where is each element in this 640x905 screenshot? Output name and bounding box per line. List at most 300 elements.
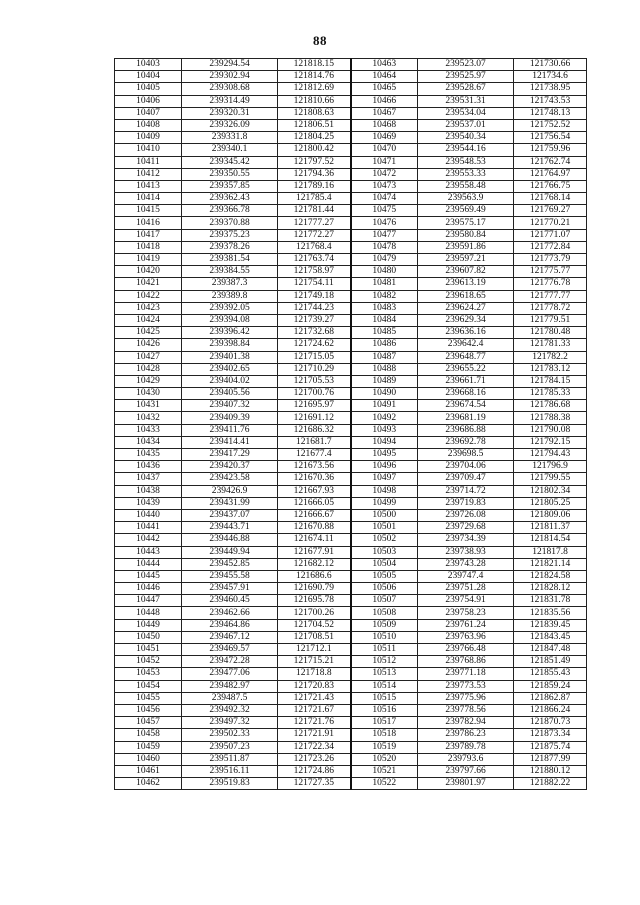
left-point-id-cell: 10436	[115, 461, 182, 473]
right-x-coordinate-cell: 239681.19	[418, 412, 514, 424]
right-x-coordinate-cell: 239761.24	[418, 619, 514, 631]
right-x-coordinate-cell: 239768.86	[418, 656, 514, 668]
table-row	[115, 144, 587, 156]
left-x-coordinate-cell: 239401.38	[182, 351, 278, 363]
left-point-id-cell: 10456	[115, 704, 182, 716]
right-y-coordinate-cell: 121805.25	[514, 497, 587, 509]
right-point-id-cell: 10468	[351, 119, 418, 131]
left-x-coordinate-cell: 239381.54	[182, 254, 278, 266]
table-row	[115, 180, 587, 192]
left-x-coordinate-cell: 239387.3	[182, 278, 278, 290]
right-point-id-cell: 10484	[351, 314, 418, 326]
left-x-coordinate-cell: 239320.31	[182, 107, 278, 119]
table-row	[115, 595, 587, 607]
table-row	[115, 302, 587, 314]
right-x-coordinate-cell: 239801.97	[418, 778, 514, 790]
right-x-coordinate-cell: 239754.91	[418, 595, 514, 607]
left-x-coordinate-cell: 239420.37	[182, 461, 278, 473]
right-point-id-cell: 10483	[351, 302, 418, 314]
right-point-id-cell: 10520	[351, 753, 418, 765]
right-x-coordinate-cell: 239537.01	[418, 119, 514, 131]
left-point-id-cell: 10408	[115, 119, 182, 131]
left-x-coordinate-cell: 239404.02	[182, 375, 278, 387]
left-y-coordinate-cell: 121724.86	[278, 765, 351, 777]
left-y-coordinate-cell: 121744.23	[278, 302, 351, 314]
left-x-coordinate-cell: 239417.29	[182, 449, 278, 461]
left-point-id-cell: 10415	[115, 205, 182, 217]
left-x-coordinate-cell: 239457.91	[182, 583, 278, 595]
left-x-coordinate-cell: 239455.58	[182, 570, 278, 582]
table-row	[115, 461, 587, 473]
right-x-coordinate-cell: 239726.08	[418, 509, 514, 521]
left-x-coordinate-cell: 239411.76	[182, 424, 278, 436]
right-x-coordinate-cell: 239709.47	[418, 473, 514, 485]
table-row	[115, 71, 587, 83]
left-point-id-cell: 10448	[115, 607, 182, 619]
left-x-coordinate-cell: 239370.88	[182, 217, 278, 229]
right-point-id-cell: 10480	[351, 266, 418, 278]
table-row	[115, 570, 587, 582]
table-row	[115, 729, 587, 741]
table-row	[115, 619, 587, 631]
page-number: 88	[313, 33, 327, 48]
left-x-coordinate-cell: 239469.57	[182, 644, 278, 656]
table-row	[115, 534, 587, 546]
left-x-coordinate-cell: 239449.94	[182, 546, 278, 558]
right-x-coordinate-cell: 239648.77	[418, 351, 514, 363]
left-point-id-cell: 10433	[115, 424, 182, 436]
left-y-coordinate-cell: 121739.27	[278, 314, 351, 326]
right-x-coordinate-cell: 239613.19	[418, 278, 514, 290]
right-y-coordinate-cell: 121778.72	[514, 302, 587, 314]
left-x-coordinate-cell: 239497.32	[182, 717, 278, 729]
right-point-id-cell: 10489	[351, 375, 418, 387]
right-point-id-cell: 10481	[351, 278, 418, 290]
right-y-coordinate-cell: 121859.24	[514, 680, 587, 692]
right-point-id-cell: 10499	[351, 497, 418, 509]
left-point-id-cell: 10444	[115, 558, 182, 570]
right-x-coordinate-cell: 239563.9	[418, 193, 514, 205]
right-y-coordinate-cell: 121875.74	[514, 741, 587, 753]
left-x-coordinate-cell: 239409.39	[182, 412, 278, 424]
right-y-coordinate-cell: 121817.8	[514, 546, 587, 558]
left-y-coordinate-cell: 121674.11	[278, 534, 351, 546]
left-y-coordinate-cell: 121723.26	[278, 753, 351, 765]
left-x-coordinate-cell: 239414.41	[182, 436, 278, 448]
right-x-coordinate-cell: 239636.16	[418, 327, 514, 339]
left-point-id-cell: 10431	[115, 400, 182, 412]
right-y-coordinate-cell: 121851.49	[514, 656, 587, 668]
table-row	[115, 59, 587, 71]
right-x-coordinate-cell: 239569.49	[418, 205, 514, 217]
left-point-id-cell: 10410	[115, 144, 182, 156]
left-y-coordinate-cell: 121690.79	[278, 583, 351, 595]
table-row	[115, 668, 587, 680]
right-x-coordinate-cell: 239668.16	[418, 388, 514, 400]
right-y-coordinate-cell: 121768.14	[514, 193, 587, 205]
right-x-coordinate-cell: 239597.21	[418, 254, 514, 266]
left-x-coordinate-cell: 239431.99	[182, 497, 278, 509]
left-y-coordinate-cell: 121715.05	[278, 351, 351, 363]
right-y-coordinate-cell: 121780.48	[514, 327, 587, 339]
right-x-coordinate-cell: 239525.97	[418, 71, 514, 83]
right-y-coordinate-cell: 121748.13	[514, 107, 587, 119]
left-y-coordinate-cell: 121754.11	[278, 278, 351, 290]
left-point-id-cell: 10420	[115, 266, 182, 278]
table-row	[115, 692, 587, 704]
right-point-id-cell: 10504	[351, 558, 418, 570]
table-row	[115, 193, 587, 205]
left-y-coordinate-cell: 121686.32	[278, 424, 351, 436]
left-y-coordinate-cell: 121727.35	[278, 778, 351, 790]
left-x-coordinate-cell: 239472.28	[182, 656, 278, 668]
left-point-id-cell: 10405	[115, 83, 182, 95]
right-y-coordinate-cell: 121873.34	[514, 729, 587, 741]
left-point-id-cell: 10440	[115, 509, 182, 521]
right-y-coordinate-cell: 121770.21	[514, 217, 587, 229]
left-point-id-cell: 10418	[115, 241, 182, 253]
left-point-id-cell: 10438	[115, 485, 182, 497]
right-x-coordinate-cell: 239655.22	[418, 363, 514, 375]
right-x-coordinate-cell: 239793.6	[418, 753, 514, 765]
left-y-coordinate-cell: 121686.6	[278, 570, 351, 582]
right-point-id-cell: 10498	[351, 485, 418, 497]
table-row	[115, 351, 587, 363]
right-y-coordinate-cell: 121783.12	[514, 363, 587, 375]
right-x-coordinate-cell: 239591.86	[418, 241, 514, 253]
right-point-id-cell: 10473	[351, 180, 418, 192]
left-x-coordinate-cell: 239345.42	[182, 156, 278, 168]
left-point-id-cell: 10452	[115, 656, 182, 668]
left-x-coordinate-cell: 239294.54	[182, 59, 278, 71]
left-point-id-cell: 10450	[115, 631, 182, 643]
left-x-coordinate-cell: 239507.23	[182, 741, 278, 753]
right-x-coordinate-cell: 239528.67	[418, 83, 514, 95]
left-point-id-cell: 10424	[115, 314, 182, 326]
left-x-coordinate-cell: 239443.71	[182, 522, 278, 534]
right-point-id-cell: 10477	[351, 229, 418, 241]
right-point-id-cell: 10492	[351, 412, 418, 424]
left-x-coordinate-cell: 239460.45	[182, 595, 278, 607]
right-y-coordinate-cell: 121734.6	[514, 71, 587, 83]
right-y-coordinate-cell: 121786.68	[514, 400, 587, 412]
right-y-coordinate-cell: 121785.33	[514, 388, 587, 400]
left-y-coordinate-cell: 121814.76	[278, 71, 351, 83]
left-x-coordinate-cell: 239389.8	[182, 290, 278, 302]
left-y-coordinate-cell: 121772.27	[278, 229, 351, 241]
right-point-id-cell: 10511	[351, 644, 418, 656]
right-point-id-cell: 10470	[351, 144, 418, 156]
table-row	[115, 205, 587, 217]
coordinates-table	[114, 58, 587, 790]
left-y-coordinate-cell: 121794.36	[278, 168, 351, 180]
left-x-coordinate-cell: 239378.26	[182, 241, 278, 253]
right-y-coordinate-cell: 121855.43	[514, 668, 587, 680]
left-point-id-cell: 10411	[115, 156, 182, 168]
table-row	[115, 436, 587, 448]
right-x-coordinate-cell: 239743.28	[418, 558, 514, 570]
left-y-coordinate-cell: 121670.88	[278, 522, 351, 534]
right-x-coordinate-cell: 239544.16	[418, 144, 514, 156]
right-x-coordinate-cell: 239789.78	[418, 741, 514, 753]
left-y-coordinate-cell: 121797.52	[278, 156, 351, 168]
left-y-coordinate-cell: 121700.76	[278, 388, 351, 400]
right-x-coordinate-cell: 239771.18	[418, 668, 514, 680]
right-y-coordinate-cell: 121794.43	[514, 449, 587, 461]
right-y-coordinate-cell: 121877.99	[514, 753, 587, 765]
right-x-coordinate-cell: 239766.48	[418, 644, 514, 656]
right-point-id-cell: 10495	[351, 449, 418, 461]
left-point-id-cell: 10412	[115, 168, 182, 180]
table-row	[115, 400, 587, 412]
left-x-coordinate-cell: 239394.08	[182, 314, 278, 326]
right-x-coordinate-cell: 239548.53	[418, 156, 514, 168]
left-point-id-cell: 10422	[115, 290, 182, 302]
right-point-id-cell: 10476	[351, 217, 418, 229]
right-x-coordinate-cell: 239580.84	[418, 229, 514, 241]
right-point-id-cell: 10471	[351, 156, 418, 168]
right-point-id-cell: 10514	[351, 680, 418, 692]
left-point-id-cell: 10462	[115, 778, 182, 790]
left-point-id-cell: 10417	[115, 229, 182, 241]
left-x-coordinate-cell: 239502.33	[182, 729, 278, 741]
right-y-coordinate-cell: 121762.74	[514, 156, 587, 168]
left-point-id-cell: 10425	[115, 327, 182, 339]
left-x-coordinate-cell: 239326.09	[182, 119, 278, 131]
table-row	[115, 132, 587, 144]
left-point-id-cell: 10443	[115, 546, 182, 558]
left-point-id-cell: 10461	[115, 765, 182, 777]
table-row	[115, 558, 587, 570]
right-point-id-cell: 10510	[351, 631, 418, 643]
left-x-coordinate-cell: 239392.05	[182, 302, 278, 314]
left-y-coordinate-cell: 121666.05	[278, 497, 351, 509]
right-y-coordinate-cell: 121784.15	[514, 375, 587, 387]
right-y-coordinate-cell: 121788.38	[514, 412, 587, 424]
left-point-id-cell: 10428	[115, 363, 182, 375]
right-y-coordinate-cell: 121843.45	[514, 631, 587, 643]
table-row	[115, 607, 587, 619]
right-x-coordinate-cell: 239629.34	[418, 314, 514, 326]
right-point-id-cell: 10474	[351, 193, 418, 205]
table-row	[115, 717, 587, 729]
right-y-coordinate-cell: 121772.84	[514, 241, 587, 253]
table-row	[115, 278, 587, 290]
right-y-coordinate-cell: 121821.14	[514, 558, 587, 570]
right-y-coordinate-cell: 121775.77	[514, 266, 587, 278]
right-point-id-cell: 10491	[351, 400, 418, 412]
left-y-coordinate-cell: 121691.12	[278, 412, 351, 424]
left-x-coordinate-cell: 239402.65	[182, 363, 278, 375]
left-y-coordinate-cell: 121768.4	[278, 241, 351, 253]
left-point-id-cell: 10454	[115, 680, 182, 692]
left-point-id-cell: 10421	[115, 278, 182, 290]
left-point-id-cell: 10409	[115, 132, 182, 144]
right-x-coordinate-cell: 239624.27	[418, 302, 514, 314]
left-point-id-cell: 10429	[115, 375, 182, 387]
left-point-id-cell: 10430	[115, 388, 182, 400]
table-row	[115, 509, 587, 521]
right-x-coordinate-cell: 239698.5	[418, 449, 514, 461]
left-y-coordinate-cell: 121781.44	[278, 205, 351, 217]
right-y-coordinate-cell: 121809.06	[514, 509, 587, 521]
left-y-coordinate-cell: 121705.53	[278, 375, 351, 387]
right-x-coordinate-cell: 239607.82	[418, 266, 514, 278]
left-x-coordinate-cell: 239437.07	[182, 509, 278, 521]
right-point-id-cell: 10522	[351, 778, 418, 790]
right-x-coordinate-cell: 239686.88	[418, 424, 514, 436]
table-row	[115, 753, 587, 765]
left-point-id-cell: 10449	[115, 619, 182, 631]
right-y-coordinate-cell: 121773.79	[514, 254, 587, 266]
table-row	[115, 449, 587, 461]
table-row	[115, 327, 587, 339]
left-y-coordinate-cell: 121712.1	[278, 644, 351, 656]
left-x-coordinate-cell: 239384.55	[182, 266, 278, 278]
left-point-id-cell: 10407	[115, 107, 182, 119]
left-x-coordinate-cell: 239426.9	[182, 485, 278, 497]
right-y-coordinate-cell: 121743.53	[514, 95, 587, 107]
left-x-coordinate-cell: 239375.23	[182, 229, 278, 241]
table-row	[115, 107, 587, 119]
left-y-coordinate-cell: 121722.34	[278, 741, 351, 753]
right-y-coordinate-cell: 121752.52	[514, 119, 587, 131]
right-point-id-cell: 10500	[351, 509, 418, 521]
right-x-coordinate-cell: 239738.93	[418, 546, 514, 558]
right-x-coordinate-cell: 239797.66	[418, 765, 514, 777]
right-point-id-cell: 10472	[351, 168, 418, 180]
right-x-coordinate-cell: 239661.71	[418, 375, 514, 387]
right-point-id-cell: 10506	[351, 583, 418, 595]
left-y-coordinate-cell: 121777.27	[278, 217, 351, 229]
right-y-coordinate-cell: 121781.33	[514, 339, 587, 351]
right-point-id-cell: 10502	[351, 534, 418, 546]
right-point-id-cell: 10487	[351, 351, 418, 363]
right-point-id-cell: 10496	[351, 461, 418, 473]
right-y-coordinate-cell: 121790.08	[514, 424, 587, 436]
right-y-coordinate-cell: 121847.48	[514, 644, 587, 656]
right-x-coordinate-cell: 239778.56	[418, 704, 514, 716]
right-y-coordinate-cell: 121776.78	[514, 278, 587, 290]
right-point-id-cell: 10475	[351, 205, 418, 217]
table-row	[115, 83, 587, 95]
left-point-id-cell: 10455	[115, 692, 182, 704]
right-y-coordinate-cell: 121769.27	[514, 205, 587, 217]
left-point-id-cell: 10434	[115, 436, 182, 448]
right-point-id-cell: 10507	[351, 595, 418, 607]
left-x-coordinate-cell: 239482.97	[182, 680, 278, 692]
left-x-coordinate-cell: 239487.5	[182, 692, 278, 704]
right-y-coordinate-cell: 121811.37	[514, 522, 587, 534]
left-y-coordinate-cell: 121804.25	[278, 132, 351, 144]
right-x-coordinate-cell: 239729.68	[418, 522, 514, 534]
left-x-coordinate-cell: 239467.12	[182, 631, 278, 643]
left-point-id-cell: 10458	[115, 729, 182, 741]
left-y-coordinate-cell: 121666.67	[278, 509, 351, 521]
left-x-coordinate-cell: 239357.85	[182, 180, 278, 192]
left-x-coordinate-cell: 239407.32	[182, 400, 278, 412]
right-y-coordinate-cell: 121839.45	[514, 619, 587, 631]
left-x-coordinate-cell: 239331.8	[182, 132, 278, 144]
left-y-coordinate-cell: 121682.12	[278, 558, 351, 570]
table-row	[115, 473, 587, 485]
left-point-id-cell: 10427	[115, 351, 182, 363]
right-point-id-cell: 10488	[351, 363, 418, 375]
table-row	[115, 229, 587, 241]
table-row	[115, 656, 587, 668]
right-y-coordinate-cell: 121880.12	[514, 765, 587, 777]
right-point-id-cell: 10509	[351, 619, 418, 631]
left-point-id-cell: 10419	[115, 254, 182, 266]
left-x-coordinate-cell: 239362.43	[182, 193, 278, 205]
table-row	[115, 314, 587, 326]
left-y-coordinate-cell: 121812.69	[278, 83, 351, 95]
left-y-coordinate-cell: 121720.83	[278, 680, 351, 692]
right-point-id-cell: 10508	[351, 607, 418, 619]
left-y-coordinate-cell: 121695.78	[278, 595, 351, 607]
right-y-coordinate-cell: 121766.75	[514, 180, 587, 192]
right-point-id-cell: 10493	[351, 424, 418, 436]
left-point-id-cell: 10457	[115, 717, 182, 729]
left-y-coordinate-cell: 121818.15	[278, 59, 351, 71]
coordinates-table-body	[115, 59, 587, 790]
right-x-coordinate-cell: 239758.23	[418, 607, 514, 619]
left-x-coordinate-cell: 239511.87	[182, 753, 278, 765]
left-y-coordinate-cell: 121721.43	[278, 692, 351, 704]
left-x-coordinate-cell: 239302.94	[182, 71, 278, 83]
left-x-coordinate-cell: 239452.85	[182, 558, 278, 570]
left-x-coordinate-cell: 239462.66	[182, 607, 278, 619]
right-point-id-cell: 10515	[351, 692, 418, 704]
table-row	[115, 412, 587, 424]
left-y-coordinate-cell: 121677.91	[278, 546, 351, 558]
left-point-id-cell: 10446	[115, 583, 182, 595]
left-y-coordinate-cell: 121721.91	[278, 729, 351, 741]
left-point-id-cell: 10453	[115, 668, 182, 680]
right-point-id-cell: 10505	[351, 570, 418, 582]
left-x-coordinate-cell: 239516.11	[182, 765, 278, 777]
left-y-coordinate-cell: 121721.76	[278, 717, 351, 729]
right-point-id-cell: 10465	[351, 83, 418, 95]
right-y-coordinate-cell: 121802.34	[514, 485, 587, 497]
right-x-coordinate-cell: 239734.39	[418, 534, 514, 546]
left-x-coordinate-cell: 239398.84	[182, 339, 278, 351]
left-x-coordinate-cell: 239423.58	[182, 473, 278, 485]
right-x-coordinate-cell: 239773.53	[418, 680, 514, 692]
left-y-coordinate-cell: 121673.56	[278, 461, 351, 473]
table-row	[115, 339, 587, 351]
left-point-id-cell: 10414	[115, 193, 182, 205]
right-x-coordinate-cell: 239575.17	[418, 217, 514, 229]
left-x-coordinate-cell: 239519.83	[182, 778, 278, 790]
table-row	[115, 424, 587, 436]
right-x-coordinate-cell: 239775.96	[418, 692, 514, 704]
right-y-coordinate-cell: 121771.07	[514, 229, 587, 241]
table-row	[115, 254, 587, 266]
left-x-coordinate-cell: 239308.68	[182, 83, 278, 95]
left-point-id-cell: 10439	[115, 497, 182, 509]
left-y-coordinate-cell: 121710.29	[278, 363, 351, 375]
right-y-coordinate-cell: 121828.12	[514, 583, 587, 595]
right-y-coordinate-cell: 121799.55	[514, 473, 587, 485]
left-y-coordinate-cell: 121695.97	[278, 400, 351, 412]
left-y-coordinate-cell: 121732.68	[278, 327, 351, 339]
right-y-coordinate-cell: 121814.54	[514, 534, 587, 546]
table-row	[115, 704, 587, 716]
table-row	[115, 583, 587, 595]
table-row	[115, 644, 587, 656]
left-x-coordinate-cell: 239477.06	[182, 668, 278, 680]
